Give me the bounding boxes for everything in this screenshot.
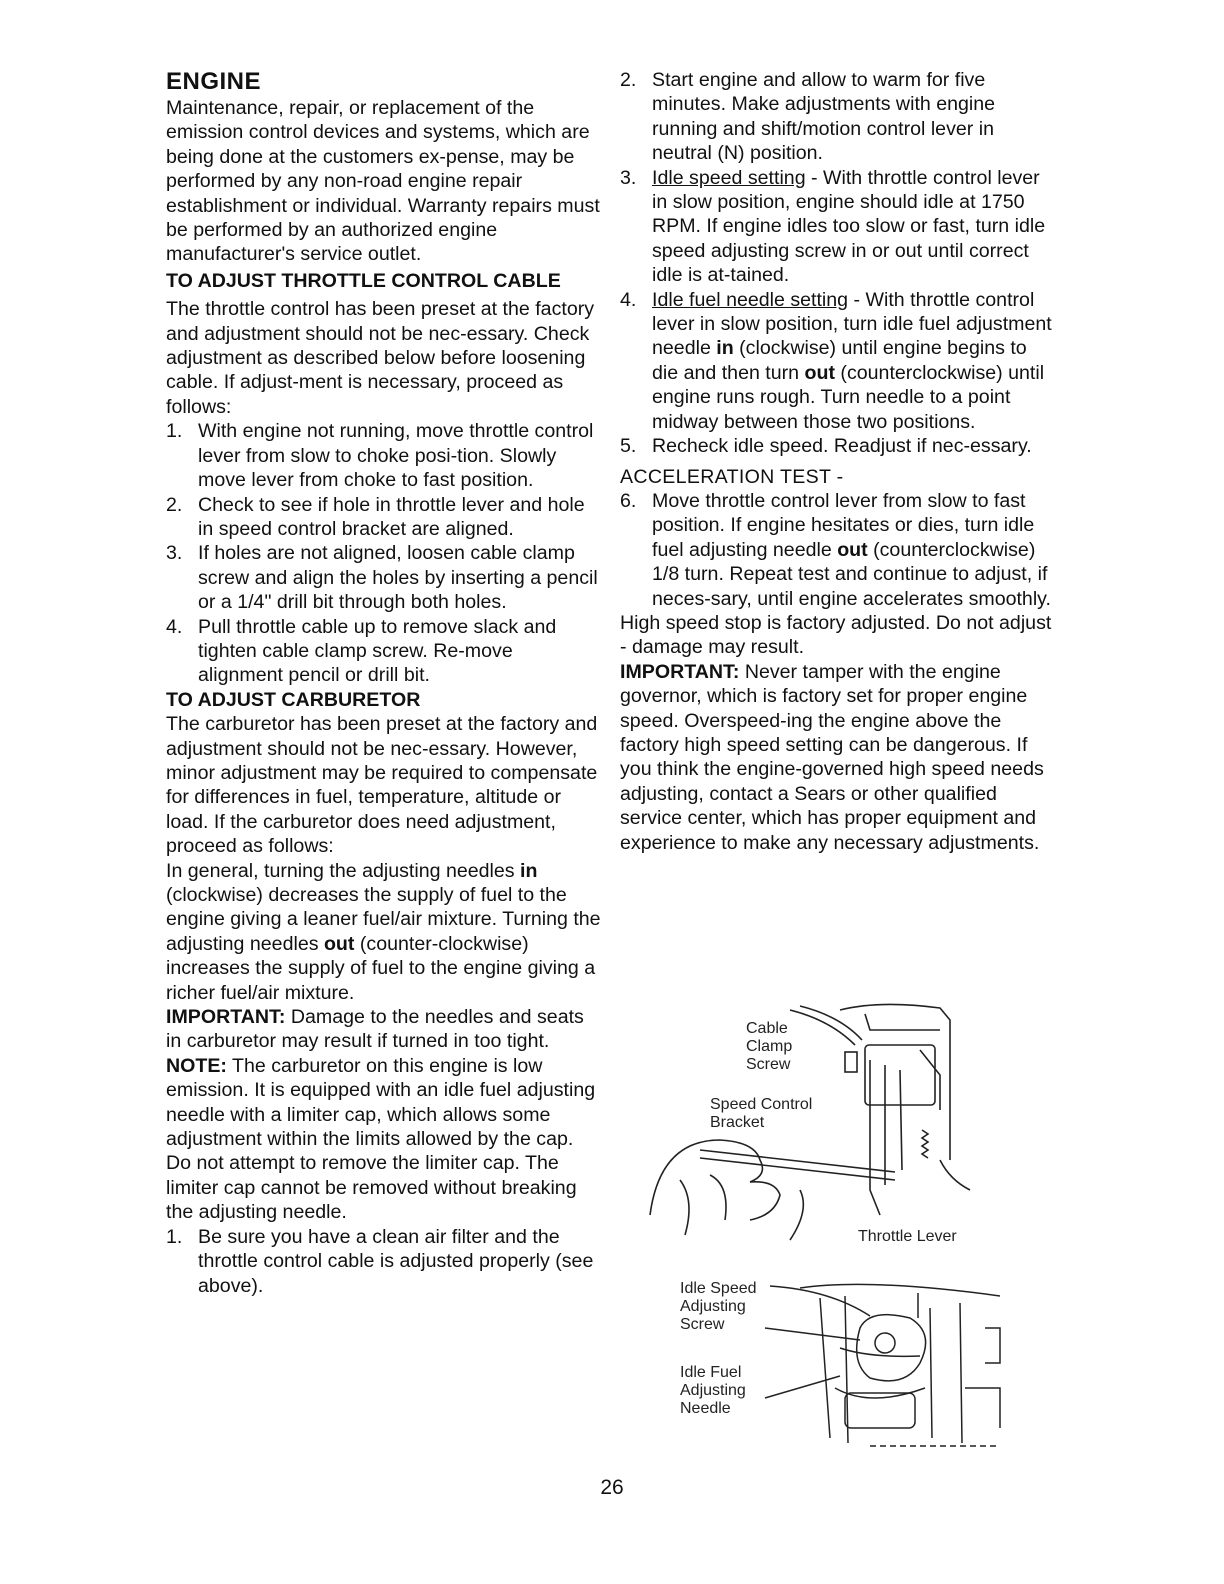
list-item: 6. Move throttle control lever from slow to fast position. If engine hesitates or dies, turn idle fuel adjusting needle out (counterclockwise) 1/8 turn. Repeat test and continue to adjust, if neces-sary, until engine accelerates smoothly.	[620, 489, 1051, 610]
acceleration-heading: ACCELERATION TEST -	[620, 465, 844, 488]
list-item: 1. Be sure you have a clean air filter and the throttle control cable is adjusted properly (see above).	[166, 1225, 594, 1297]
throttle-heading: TO ADJUST THROTTLE CONTROL CABLE	[166, 269, 561, 292]
carburetor-steps-right	[620, 68, 1058, 459]
list-item: 4. Idle fuel needle setting - With throttle control lever in slow position, turn idle fuel adjustment needle in (clockwise) until engine begins to die and then turn out (counterclockwise) until engine runs rough. Turn needle to a point midway between those two positions.	[620, 288, 1052, 433]
carburetor-intro: The carburetor has been preset at the factory and adjustment should not be nec-essary. However, minor adjustment may be required to compensate for differences in fuel, temperature, altitude or load. If the carburetor does need adjustment, proceed as follows:	[166, 713, 598, 858]
engine-intro: Maintenance, repair, or replacement of the emission control devices and systems, which are being done at the customers ex-pense, may be performed by any non-road engine repair establishment or individual. Warranty repairs must be performed by an authorized engine manufacturer's service outlet.	[166, 97, 600, 266]
list-item: 2. Start engine and allow to warm for five minutes. Make adjustments with engine running and shift/motion control lever in neutral (N) position.	[620, 69, 996, 165]
list-item: 5. Recheck idle speed. Readjust if nec-essary.	[620, 435, 1032, 458]
carburetor-figure	[670, 1268, 1020, 1448]
engine-heading: ENGINE	[166, 68, 262, 95]
speed-control-bracket-label: Speed Control Bracket	[710, 1096, 813, 1131]
list-item: 3. If holes are not aligned, loosen cable clamp screw and align the holes by inserting a pencil or a 1/4" drill bit through both holes.	[166, 542, 598, 614]
throttle-bracket-illustration	[640, 1000, 1000, 1250]
carburetor-general: In general, turning the adjusting needles in (clockwise) decreases the supply of fuel to the engine giving a leaner fuel/air mixture. Turning the adjusting needles out (counter-clockwise) increases the supply of fuel to the engine giving a richer fuel/air mixture.	[166, 859, 601, 1004]
carburetor-important: IMPORTANT: Damage to the needles and seats in carburetor may result if turned in too tight.	[166, 1006, 584, 1053]
throttle-steps	[166, 419, 602, 687]
page-number: 26	[600, 1476, 624, 1499]
acceleration-steps	[620, 489, 1058, 611]
throttle-intro: The throttle control has been preset at the factory and adjustment should not be nec-essary. Check adjustment as described below before loosening cable. If adjust-ment is necessary, proceed as follows:	[166, 298, 595, 418]
carburetor-heading: TO ADJUST CARBURETOR	[166, 688, 421, 711]
high-speed-note: High speed stop is factory adjusted. Do not adjust - damage may result.	[620, 611, 1052, 659]
list-item: 2. Check to see if hole in throttle lever and hole in speed control bracket are aligned.	[166, 493, 585, 540]
cable-clamp-screw-label: Cable Clamp Screw	[746, 1020, 793, 1073]
throttle-lever-label: Throttle Lever	[858, 1228, 957, 1245]
carburetor-note: NOTE: The carburetor on this engine is low emission. It is equipped with an idle fuel adjusting needle with a limiter cap, which allows some adjustment within the limits allowed by the cap. Do not attempt to remove the limiter cap. The limiter cap cannot be removed without breaking the adjusting needle.	[166, 1054, 596, 1224]
throttle-bracket-figure	[640, 1000, 1000, 1250]
left-column	[166, 68, 602, 1298]
carburetor-steps-left	[166, 1225, 602, 1298]
right-column	[620, 68, 1058, 855]
idle-fuel-needle-label: Idle Fuel Adjusting Needle	[680, 1364, 746, 1417]
list-item: 1. With engine not running, move throttle control lever from slow to choke posi-tion. Slowly move lever from choke to fast position.	[166, 420, 594, 492]
governor-important: IMPORTANT: Never tamper with the engine governor, which is factory set for proper engine speed. Overspeed-ing the engine above the factory high speed setting can be dangerous. If you think the engine-governed high speed needs adjusting, contact a Sears or other qualified service center, which has proper equipment and experience to make any necessary adjustments.	[620, 660, 1044, 854]
idle-speed-screw-label: Idle Speed Adjusting Screw	[680, 1280, 757, 1333]
list-item: 3. Idle speed setting - With throttle control lever in slow position, engine should idle at 1750 RPM. If engine idles too slow or fast, turn idle speed adjusting screw in or out until correct idle is at-tained.	[620, 166, 1046, 287]
list-item: 4. Pull throttle cable up to remove slack and tighten cable clamp screw. Re-move alignment pencil or drill bit.	[166, 615, 557, 687]
